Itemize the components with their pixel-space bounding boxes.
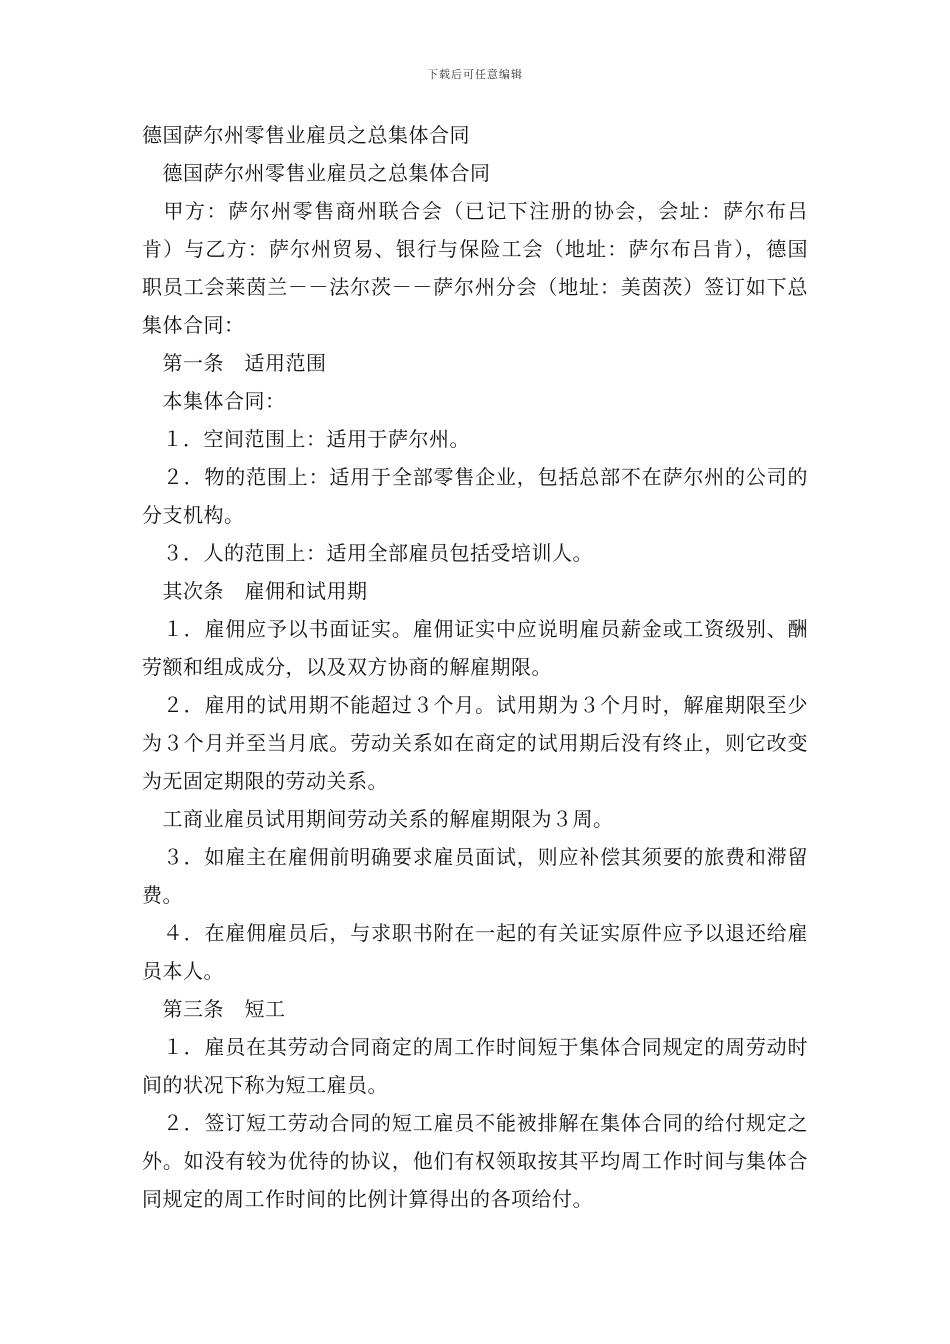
paragraph: ４．在雇佣雇员后，与求职书附在一起的有关证实原件应予以退还给雇员本人。: [142, 921, 808, 983]
paragraph: ３．如雇主在雇佣前明确要求雇员面试，则应补偿其须要的旅费和滞留费。: [142, 845, 808, 907]
paragraph: ２．雇用的试用期不能超过３个月。试用期为３个月时，解雇期限至少为３个月并至当月底。劳动关系如在商定的试用期后没有终止，则它改变为无固定期限的劳动关系。: [142, 693, 808, 793]
parties-paragraph: 甲方：萨尔州零售商州联合会（已记下注册的协会，会址：萨尔布吕肯）与乙方：萨尔州贸易、银行与保险工会（地址：萨尔布吕肯），德国职员工会莱茵兰－－法尔茨－－萨尔州分会（地址：美茵茨）签订如下总集体合同：: [142, 199, 808, 337]
article-2-heading: 其次条 雇佣和试用期: [142, 579, 368, 603]
paragraph: １．雇佣应予以书面证实。雇佣证实中应说明雇员薪金或工资级别、酬劳额和组成成分，以及双方协商的解雇期限。: [142, 617, 808, 679]
paragraph: １．雇员在其劳动合同商定的周工作时间短于集体合同规定的周劳动时间的状况下称为短工雇员。: [142, 1035, 808, 1097]
document-title: 德国萨尔州零售业雇员之总集体合同: [142, 123, 470, 147]
article-1-heading: 第一条 适用范围: [142, 351, 327, 375]
document-body: [142, 116, 808, 1218]
paragraph: ２．签订短工劳动合同的短工雇员不能被排解在集体合同的给付规定之外。如没有较为优待的协议，他们有权领取按其平均周工作时间与集体合同规定的周工作时间的比例计算得出的各项给付。: [142, 1111, 808, 1211]
article-3-heading: 第三条 短工: [142, 997, 286, 1021]
document-subtitle: 德国萨尔州零售业雇员之总集体合同: [142, 161, 491, 185]
paragraph: 工商业雇员试用期间劳动关系的解雇期限为３周。: [142, 807, 614, 831]
paragraph: １．空间范围上：适用于萨尔州。: [142, 427, 470, 451]
paragraph: ２．物的范围上：适用于全部零售企业，包括总部不在萨尔州的公司的分支机构。: [142, 465, 808, 527]
paragraph: 本集体合同：: [142, 389, 286, 413]
paragraph: ３．人的范围上：适用全部雇员包括受培训人。: [142, 541, 593, 565]
header-watermark: 下载后可任意编辑: [427, 68, 523, 81]
